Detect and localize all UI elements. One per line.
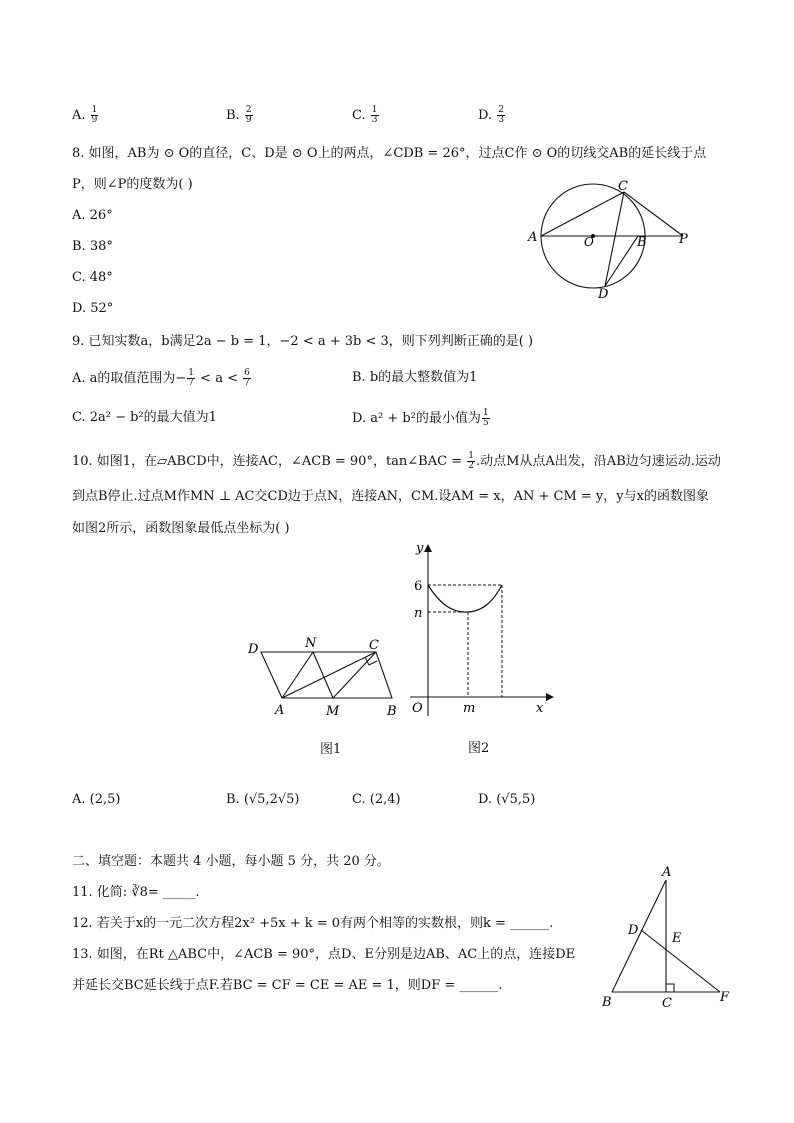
q10-fig1-label-m: M <box>326 704 340 719</box>
q10-fig1-right-angle <box>365 657 377 665</box>
q8-label-c: C <box>618 180 628 194</box>
q8-figure-circle <box>520 180 700 302</box>
q13-right-angle <box>666 984 674 992</box>
q10-figure2-graph <box>404 538 556 718</box>
q10-fig1-cm <box>333 652 376 698</box>
q13-stem-line1: 13. 如图，在Rt △ABC中，∠ACB = 90°，点D、E分别是边AB、AC上的点，连接DE <box>72 947 576 962</box>
q10-fig1-label-b: B <box>387 704 397 719</box>
q13-label-d: D <box>628 923 639 938</box>
q10-fig2-label-m: m <box>463 701 476 716</box>
q13-label-a: A <box>662 865 672 880</box>
q9-option-a-mid: < a < <box>196 371 243 386</box>
q8-stem-line1: 8. 如图，AB为 ⊙ O的直径，C、D是 ⊙ O上的两点，∠CDB = 26°，过点C作 ⊙ O的切线交AB的延长线于点 <box>72 146 707 161</box>
q9-option-d[interactable] <box>352 409 491 428</box>
q10-fig2-label-six: 6 <box>414 579 423 594</box>
q10-tan-fraction: $\frac{1}{2}$ <box>468 451 474 471</box>
q13-label-c: C <box>662 996 672 1011</box>
q13-label-f: F <box>720 990 730 1005</box>
q7-option-c[interactable] <box>352 106 380 125</box>
q8-label-a: A <box>528 230 538 245</box>
q13-label-e: E <box>672 931 682 946</box>
q9-option-b[interactable]: B. b的最大整数值为1 <box>352 370 478 385</box>
q13-label-b: B <box>602 995 612 1010</box>
q9-option-c[interactable]: C. 2a² − b²的最大值为1 <box>72 410 217 425</box>
q10-option-d[interactable]: D. (√5,5) <box>478 792 536 807</box>
q7-option-c-label: C. <box>352 108 366 123</box>
q10-figure1-parallelogram <box>244 636 406 720</box>
q8-option-b[interactable]: B. 38° <box>72 239 113 254</box>
q8-stem-line2: P，则∠P的度数为( ) <box>72 177 193 192</box>
q9-option-d-prefix: D. a² + b²的最小值为 <box>352 411 481 426</box>
q10-stem-line1 <box>72 452 721 471</box>
q7-option-a-fraction: $\frac{1}{9}$ <box>91 105 98 125</box>
q10-stem-line3: 如图2所示，函数图象最低点坐标为( ) <box>72 521 290 536</box>
q13-line-ab <box>612 880 666 992</box>
q9-option-a-frac2: $\frac{6}{7}$ <box>244 368 250 388</box>
q7-option-d-fraction: $\frac{2}{3}$ <box>498 105 504 125</box>
q13-stem-line2: 并延长交BC延长线于点F.若BC = CF = CE = AE = 1，则DF = ______. <box>72 978 503 993</box>
q8-label-d: D <box>598 287 609 302</box>
q10-fig2-label-n: n <box>414 606 423 621</box>
q10-stem-line1-b: .动点M从点A出发，沿AB边匀速运动.运动 <box>475 454 721 469</box>
q8-line-ac <box>541 192 624 236</box>
q7-option-b-label: B. <box>226 108 240 123</box>
q10-fig1-label-c: C <box>369 638 379 653</box>
q7-option-b-fraction: $\frac{2}{9}$ <box>245 105 252 125</box>
q10-option-b[interactable]: B. (√5,2√5) <box>226 792 300 807</box>
q8-label-o: O <box>584 235 594 249</box>
q7-option-c-fraction: $\frac{1}{3}$ <box>371 105 378 125</box>
q10-fig1-label-n: N <box>305 636 317 651</box>
q10-option-a[interactable]: A. (2,5) <box>72 792 121 807</box>
q10-fig2-x-arrow <box>546 693 554 701</box>
q10-fig2-y-arrow <box>424 544 432 552</box>
q10-fig2-label-o: O <box>412 701 423 716</box>
q11-text: 11. 化简: ∛8= _____. <box>72 885 200 900</box>
q7-option-a-label: A. <box>72 108 86 123</box>
q10-fig2-curve <box>428 585 502 612</box>
q8-option-c[interactable]: C. 48° <box>72 270 113 285</box>
q10-fig2-label-y: y <box>416 541 424 556</box>
q9-option-a-prefix: A. a的取值范围为− <box>72 371 187 386</box>
section2-title: 二、填空题：本题共 4 小题，每小题 5 分，共 20 分。 <box>72 854 390 869</box>
q10-option-c[interactable]: C. (2,4) <box>352 792 401 807</box>
q10-fig2-label-x: x <box>536 701 544 716</box>
q8-option-d[interactable]: D. 52° <box>72 301 114 316</box>
q10-figure2-caption: 图2 <box>468 741 490 756</box>
q7-option-a[interactable] <box>72 106 99 125</box>
q10-fig1-ac <box>282 652 376 698</box>
q10-fig1-an <box>282 652 313 698</box>
q8-label-p: P <box>679 232 688 247</box>
q9-option-a[interactable] <box>72 369 252 388</box>
q10-stem-line1-a: 10. 如图1，在▱ABCD中，连接AC，∠ACB = 90°，tan∠BAC = <box>72 454 467 469</box>
q8-option-a[interactable]: A. 26° <box>72 208 113 223</box>
q10-fig1-label-d: D <box>248 642 259 657</box>
q9-option-a-frac1: $\frac{1}{7}$ <box>188 368 195 388</box>
q8-label-b: B <box>637 235 647 250</box>
q9-stem: 9. 已知实数a，b满足2a − b = 1，−2 < a + 3b < 3，则下列判断正确的是( ) <box>72 334 534 349</box>
q10-fig1-abcd <box>261 652 392 698</box>
q9-option-d-frac: $\frac{1}{5}$ <box>482 408 489 428</box>
q10-figure1-caption: 图1 <box>320 742 342 757</box>
q7-option-d[interactable] <box>478 106 506 125</box>
q10-fig1-label-a: A <box>275 703 285 718</box>
q7-option-d-label: D. <box>478 108 493 123</box>
q12-text: 12. 若关于x的一元二次方程2x² +5x + k = 0有两个相等的实数根，则k = ______. <box>72 916 554 931</box>
q8-line-cp <box>624 192 683 236</box>
q7-option-b[interactable] <box>226 106 254 125</box>
q13-figure-triangle <box>596 864 736 1014</box>
q10-stem-line2: 到点B停止.过点M作MN ⊥ AC交CD边于点N，连接AN，CM.设AM = x，AN + CM = y，y与x的函数图象 <box>72 489 709 504</box>
